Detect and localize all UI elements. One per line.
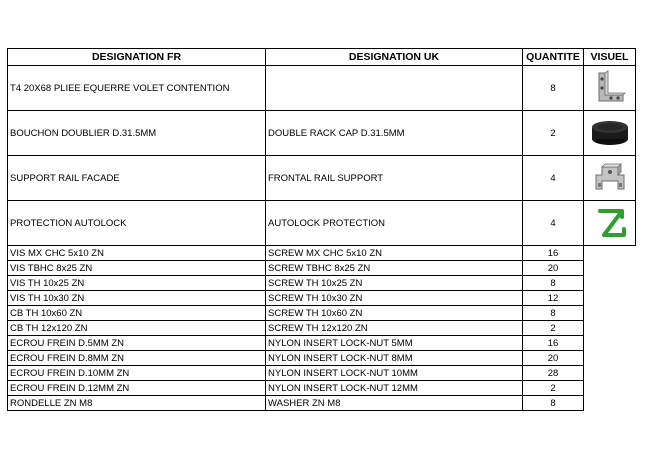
cell-designation-uk: SCREW TH 10x25 ZN <box>266 276 523 291</box>
table-row <box>8 156 636 201</box>
cell-designation-fr: VIS TBHC 8x25 ZN <box>8 261 266 276</box>
cell-designation-fr: RONDELLE ZN M8 <box>8 396 266 411</box>
table-row <box>8 336 636 351</box>
cell-designation-uk: NYLON INSERT LOCK-NUT 5MM <box>266 336 523 351</box>
table-row <box>8 261 636 276</box>
cell-quantite: 8 <box>523 66 584 111</box>
table-row <box>8 381 636 396</box>
cell-quantite: 2 <box>523 111 584 156</box>
cell-designation-uk: NYLON INSERT LOCK-NUT 8MM <box>266 351 523 366</box>
green-clip-icon <box>590 205 630 241</box>
table-row <box>8 366 636 381</box>
rail-support-icon <box>590 159 630 197</box>
cell-designation-fr: ECROU FREIN D.10MM ZN <box>8 366 266 381</box>
cell-designation-fr: PROTECTION AUTOLOCK <box>8 201 266 246</box>
cell-designation-fr: ECROU FREIN D.12MM ZN <box>8 381 266 396</box>
header-designation-uk: DESIGNATION UK <box>266 49 523 66</box>
cell-designation-fr: ECROU FREIN D.8MM ZN <box>8 351 266 366</box>
cell-visuel <box>584 201 636 246</box>
cell-designation-uk: SCREW TH 10x30 ZN <box>266 291 523 306</box>
cell-designation-fr: SUPPORT RAIL FACADE <box>8 156 266 201</box>
table-row <box>8 321 636 336</box>
cell-quantite: 12 <box>523 291 584 306</box>
parts-list-sheet <box>7 48 636 411</box>
table-row <box>8 351 636 366</box>
table-row <box>8 396 636 411</box>
cell-designation-fr: CB TH 12x120 ZN <box>8 321 266 336</box>
cell-quantite: 4 <box>523 156 584 201</box>
parts-table <box>7 48 636 411</box>
header-quantite: QUANTITE <box>523 49 584 66</box>
table-row <box>8 246 636 261</box>
table-row <box>8 291 636 306</box>
cell-designation-uk: FRONTAL RAIL SUPPORT <box>266 156 523 201</box>
cell-designation-uk: AUTOLOCK PROTECTION <box>266 201 523 246</box>
cell-designation-uk: NYLON INSERT LOCK-NUT 12MM <box>266 381 523 396</box>
cell-designation-uk <box>266 66 523 111</box>
table-header-row <box>8 49 636 66</box>
cell-designation-fr: VIS MX CHC 5x10 ZN <box>8 246 266 261</box>
cell-designation-fr: T4 20X68 PLIEE EQUERRE VOLET CONTENTION <box>8 66 266 111</box>
cell-designation-fr: BOUCHON DOUBLIER D.31.5MM <box>8 111 266 156</box>
table-row <box>8 201 636 246</box>
cell-designation-uk: WASHER ZN M8 <box>266 396 523 411</box>
cell-visuel <box>584 111 636 156</box>
cell-designation-uk: NYLON INSERT LOCK-NUT 10MM <box>266 366 523 381</box>
cell-quantite: 2 <box>523 321 584 336</box>
cell-quantite: 20 <box>523 351 584 366</box>
cell-designation-uk: DOUBLE RACK CAP D.31.5MM <box>266 111 523 156</box>
black-cap-icon <box>589 117 631 149</box>
table-row <box>8 66 636 111</box>
cell-quantite: 2 <box>523 381 584 396</box>
angle-bracket-icon <box>591 69 629 107</box>
cell-quantite: 16 <box>523 336 584 351</box>
table-row <box>8 306 636 321</box>
cell-designation-uk: SCREW TBHC 8x25 ZN <box>266 261 523 276</box>
cell-quantite: 20 <box>523 261 584 276</box>
cell-designation-fr: ECROU FREIN D.5MM ZN <box>8 336 266 351</box>
table-row <box>8 276 636 291</box>
cell-designation-uk: SCREW TH 12x120 ZN <box>266 321 523 336</box>
header-designation-fr: DESIGNATION FR <box>8 49 266 66</box>
cell-quantite: 28 <box>523 366 584 381</box>
cell-quantite: 16 <box>523 246 584 261</box>
cell-designation-fr: VIS TH 10x30 ZN <box>8 291 266 306</box>
cell-designation-uk: SCREW TH 10x60 ZN <box>266 306 523 321</box>
cell-visuel <box>584 156 636 201</box>
table-row <box>8 111 636 156</box>
cell-designation-fr: VIS TH 10x25 ZN <box>8 276 266 291</box>
cell-quantite: 8 <box>523 276 584 291</box>
header-visuel: VISUEL <box>584 49 636 66</box>
cell-designation-fr: CB TH 10x60 ZN <box>8 306 266 321</box>
cell-quantite: 8 <box>523 396 584 411</box>
cell-designation-uk: SCREW MX CHC 5x10 ZN <box>266 246 523 261</box>
cell-quantite: 8 <box>523 306 584 321</box>
cell-visuel <box>584 66 636 111</box>
cell-quantite: 4 <box>523 201 584 246</box>
